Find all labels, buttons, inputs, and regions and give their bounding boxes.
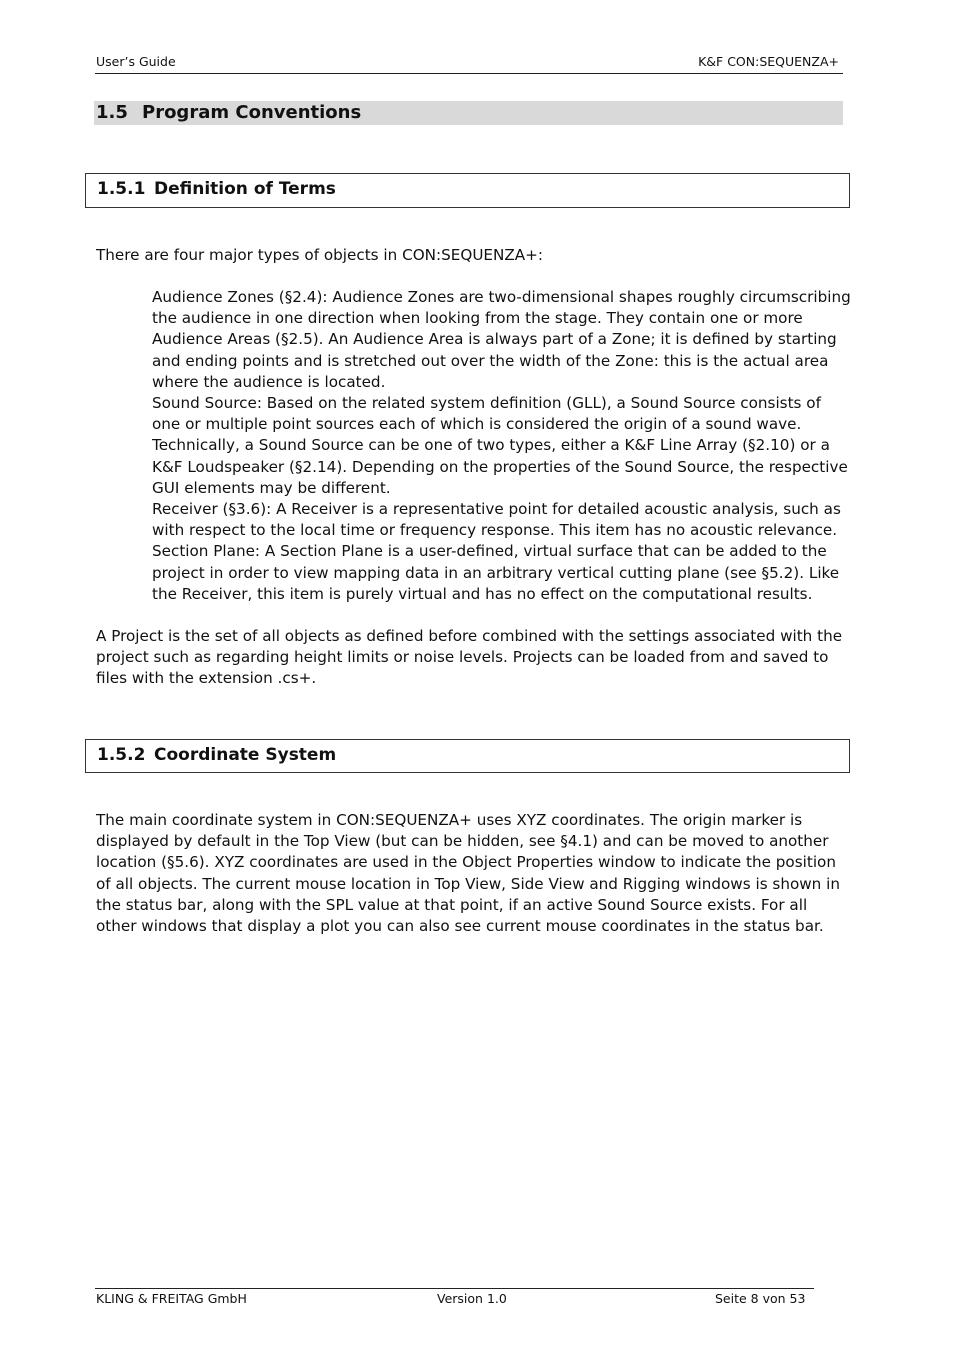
subsection-heading-definition-of-terms <box>85 173 850 208</box>
running-header-right: K&F CON:SEQUENZA+ <box>698 54 839 69</box>
intro-paragraph: There are four major types of objects in CON:SEQUENZA+: <box>96 246 544 264</box>
footer-version: Version 1.0 <box>437 1291 507 1306</box>
object-types-list <box>152 287 852 605</box>
section-number: 1.5 <box>96 102 128 123</box>
list-item-audience-zones: Audience Zones (§2.4): Audience Zones are two-dimensional shapes roughly circumscribing the audience in one direction when looking from the stage. They contain one or more Audience Areas (§2.5). An Audience Area is always part of a Zone; it is defined by starting and ending points and is stretched out over the width of the Zone: this is the actual area where the audience is located. <box>152 288 851 391</box>
project-paragraph: A Project is the set of all objects as defined before combined with the settings associated with the project such as regarding height limits or noise levels. Projects can be loaded from and saved to files with the extension .cs+. <box>96 627 843 688</box>
subsection-number: 1.5.2 <box>97 745 146 765</box>
subsection-title: Coordinate System <box>154 745 337 765</box>
subsection-number: 1.5.1 <box>97 179 146 199</box>
footer-page-number: Seite 8 von 53 <box>715 1291 806 1306</box>
footer-company: KLING & FREITAG GmbH <box>96 1291 247 1306</box>
list-item-receiver: Receiver (§3.6): A Receiver is a representative point for detailed acoustic analysis, such as with respect to the local time or frequency response. This item has no acoustic relevance. <box>152 500 841 540</box>
list-item-section-plane: Section Plane: A Section Plane is a user-defined, virtual surface that can be added to the project in order to view mapping data in an arbitrary vertical cutting plane (see §5.2). Like the Receiver, this item is purely virtual and has no effect on the computational results. <box>152 542 840 603</box>
running-header-left: User’s Guide <box>96 54 176 69</box>
list-item-sound-source: Sound Source: Based on the related system definition (GLL), a Sound Source consists of one or multiple point sources each of which is considered the origin of a sound wave. Technically, a Sound Source can be one of two types, either a K&F Line Array (§2.10) or a K&F Loudspeaker (§2.14). Depending on the properties of the Sound Source, the respective GUI elements may be different. <box>152 394 848 497</box>
subsection-title: Definition of Terms <box>154 179 336 199</box>
footer-divider <box>95 1288 814 1289</box>
subsection-heading-coordinate-system <box>85 739 850 773</box>
coordinate-system-paragraph: The main coordinate system in CON:SEQUENZA+ uses XYZ coordinates. The origin marker is displayed by default in the Top View (but can be hidden, see §4.1) and can be moved to another location (§5.6). XYZ coordinates are used in the Object Properties window to indicate the position of all objects. The current mouse location in Top View, Side View and Rigging windows is shown in the status bar, along with the SPL value at that point, if an active Sound Source exists. For all other windows that display a plot you can also see current mouse coordinates in the status bar. <box>96 811 840 936</box>
header-divider <box>95 73 843 74</box>
section-title: Program Conventions <box>142 102 362 123</box>
section-heading <box>94 101 843 125</box>
